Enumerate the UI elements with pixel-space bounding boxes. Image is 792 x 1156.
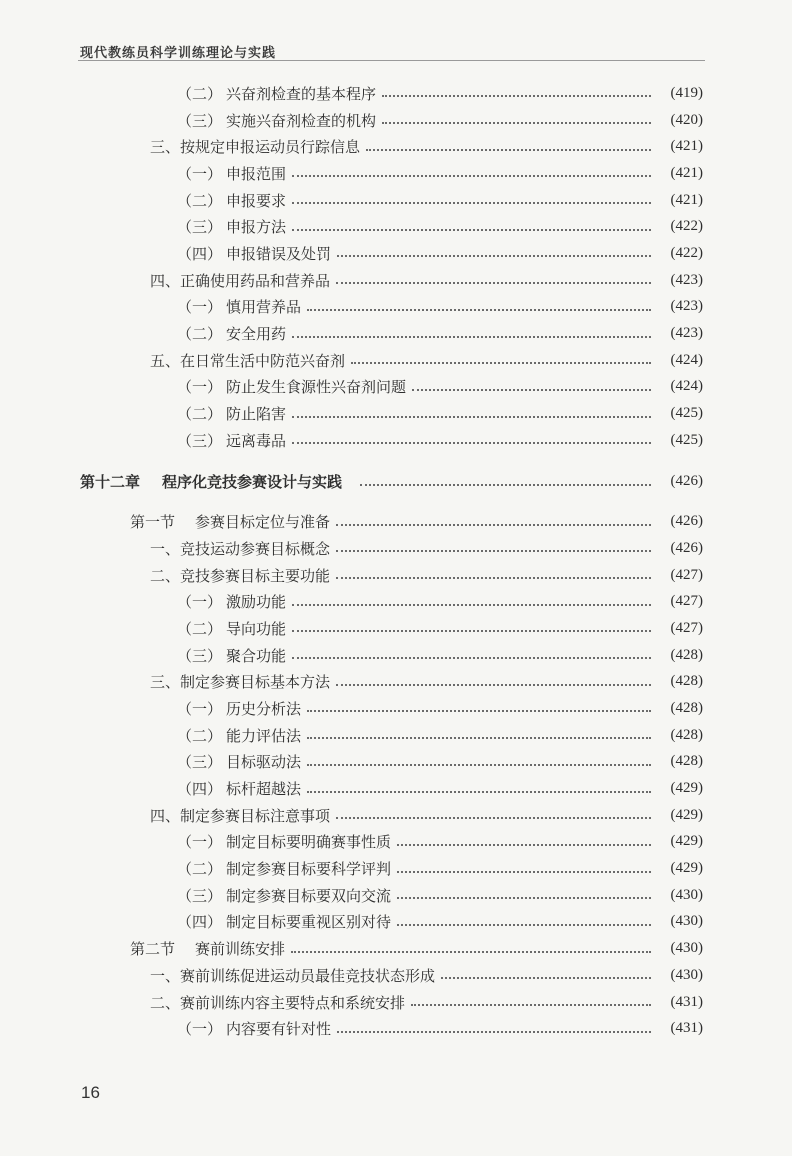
toc-entry-marker: （二） [177, 86, 223, 103]
toc-entry-marker: 三、 [150, 140, 181, 157]
leader-dots [360, 484, 651, 486]
toc-entry [80, 320, 703, 347]
header-rule [78, 60, 705, 61]
leader-dots [292, 229, 651, 231]
toc-entry-page: (430) [670, 886, 703, 903]
leader-dots [292, 202, 651, 204]
toc-entry-page: (429) [670, 833, 703, 850]
toc-entry-page: (428) [670, 673, 703, 690]
toc-entry-title: 申报方法 [226, 220, 287, 237]
toc-entry-page: (419) [670, 84, 703, 101]
toc-entry-page: (428) [670, 726, 703, 743]
toc-entry-page: (430) [670, 940, 703, 957]
toc-entry [80, 989, 703, 1016]
toc-entry [80, 802, 703, 829]
toc-section [80, 935, 703, 962]
toc-entry-page: (426) [670, 473, 703, 490]
toc-entry-marker: （三） [177, 433, 223, 450]
toc-entry-title: 程序化竞技参赛设计与实践 [162, 474, 343, 492]
toc-entry-marker: （一） [177, 166, 223, 183]
toc-entry-page: (427) [670, 619, 703, 636]
toc-entry-marker: （四） [177, 782, 223, 799]
leader-dots [397, 844, 651, 846]
toc-entry-page: (428) [670, 646, 703, 663]
running-head-title: 现代教练员科学训练理论与实践 [80, 45, 277, 60]
toc-entry-marker: （二） [177, 862, 223, 879]
leader-dots [292, 416, 651, 418]
toc-entry-marker: （一） [177, 595, 223, 612]
leader-dots [411, 1004, 651, 1006]
leader-dots [397, 871, 651, 873]
toc-entry-title: 制定参赛目标要双向交流 [226, 888, 392, 905]
toc-entry [80, 187, 703, 214]
toc-entry-marker: 三、 [150, 675, 181, 692]
toc-entry-page: (429) [670, 860, 703, 877]
toc-entry-title: 安全用药 [226, 327, 287, 344]
toc-entry [80, 855, 703, 882]
toc-entry-title: 制定目标要明确赛事性质 [226, 835, 392, 852]
toc-entry-marker: 四、 [150, 273, 181, 290]
toc-entry [80, 1015, 703, 1042]
leader-dots [292, 175, 651, 177]
toc-entry [80, 775, 703, 802]
toc-entry [80, 909, 703, 936]
toc-entry-page: (422) [670, 244, 703, 261]
leader-dots [337, 1031, 651, 1033]
toc-entry-title: 导向功能 [226, 621, 287, 638]
toc-entry-page: (426) [670, 539, 703, 556]
leader-dots [291, 951, 651, 953]
toc-entry-page: (421) [670, 164, 703, 181]
leader-dots [292, 336, 651, 338]
toc-entry [80, 749, 703, 776]
toc-entry-title: 竞技运动参赛目标概念 [180, 541, 331, 558]
toc-entry-marker: 第十二章 [80, 474, 141, 492]
leader-dots [336, 524, 651, 526]
toc-entry-page: (429) [670, 780, 703, 797]
toc-entry [80, 427, 703, 454]
toc-entry-title: 能力评估法 [226, 728, 302, 745]
toc-entry-page: (430) [670, 913, 703, 930]
leader-dots [397, 924, 651, 926]
toc-entry-title: 实施兴奋剂检查的机构 [226, 113, 377, 130]
toc-entry [80, 160, 703, 187]
toc-entry-page: (422) [670, 218, 703, 235]
toc-entry [80, 400, 703, 427]
toc-entry-title: 按规定申报运动员行踪信息 [180, 140, 361, 157]
toc-entry-title: 聚合功能 [226, 648, 287, 665]
toc-entry-marker: 第二节 [130, 942, 176, 959]
toc-entry [80, 588, 703, 615]
toc-entry [80, 294, 703, 321]
toc-entry-page: (420) [670, 111, 703, 128]
toc-entry-title: 慎用营养品 [226, 300, 302, 317]
toc-entry-title: 远离毒品 [226, 433, 287, 450]
toc-entry-page: (429) [670, 806, 703, 823]
toc-entry-title: 制定参赛目标基本方法 [180, 675, 331, 692]
toc-entry-title: 制定参赛目标注意事项 [180, 808, 331, 825]
toc-entry-title: 历史分析法 [226, 701, 302, 718]
leader-dots [382, 122, 651, 124]
toc-entry [80, 615, 703, 642]
toc-entry [80, 695, 703, 722]
leader-dots [292, 604, 651, 606]
toc-entry-marker: （二） [177, 193, 223, 210]
toc-entry-page: (424) [670, 351, 703, 368]
toc-entry-title: 防止发生食源性兴奋剂问题 [226, 380, 407, 397]
toc-entry-title: 赛前训练内容主要特点和系统安排 [180, 995, 406, 1012]
toc-entry-page: (426) [670, 513, 703, 530]
toc-entry-page: (427) [670, 566, 703, 583]
leader-dots [292, 442, 651, 444]
toc-entry-marker: （四） [177, 246, 223, 263]
leader-dots [336, 550, 651, 552]
toc-entry-title: 制定参赛目标要科学评判 [226, 862, 392, 879]
toc-entry-marker: 二、 [150, 568, 181, 585]
leader-dots [336, 817, 651, 819]
leader-dots [307, 737, 651, 739]
toc-entry-page: (421) [670, 138, 703, 155]
leader-dots [292, 657, 651, 659]
leader-dots [397, 897, 651, 899]
leader-dots [412, 389, 651, 391]
toc-entry-page: (425) [670, 431, 703, 448]
toc-entry-page: (430) [670, 966, 703, 983]
leader-dots [366, 149, 651, 151]
toc-entry-marker: 二、 [150, 995, 181, 1012]
toc-entry [80, 722, 703, 749]
toc-entry [80, 107, 703, 134]
leader-dots [307, 309, 651, 311]
toc-entry-marker: （一） [177, 1022, 223, 1039]
leader-dots [336, 684, 651, 686]
toc-entry [80, 882, 703, 909]
toc-entry [80, 829, 703, 856]
toc-entry-title: 参赛目标定位与准备 [195, 515, 331, 532]
toc-entry-marker: （二） [177, 621, 223, 638]
toc-section [80, 508, 703, 535]
leader-dots [307, 764, 651, 766]
toc-entry-marker: 一、 [150, 541, 181, 558]
toc-entry-title: 兴奋剂检查的基本程序 [226, 86, 377, 103]
toc-entry-page: (423) [670, 298, 703, 315]
toc-entry [80, 133, 703, 160]
toc-entry-title: 竞技参赛目标主要功能 [180, 568, 331, 585]
leader-dots [441, 977, 651, 979]
leader-dots [351, 362, 651, 364]
page-number: 16 [81, 1083, 100, 1102]
toc-entry-marker: （一） [177, 300, 223, 317]
toc-entry [80, 80, 703, 107]
leader-dots [336, 577, 651, 579]
toc-entry-title: 防止陷害 [226, 407, 287, 424]
toc-entry-page: (425) [670, 405, 703, 422]
toc-entry [80, 962, 703, 989]
toc-entry [80, 347, 703, 374]
leader-dots [382, 95, 651, 97]
toc-entry-title: 目标驱动法 [226, 755, 302, 772]
toc-entry-page: (423) [670, 271, 703, 288]
toc-entry [80, 562, 703, 589]
toc-entry-marker: （四） [177, 915, 223, 932]
toc-entry-marker: （一） [177, 835, 223, 852]
toc-entry-marker: （一） [177, 380, 223, 397]
toc-entry-marker: （三） [177, 888, 223, 905]
toc-entry-marker: 一、 [150, 968, 181, 985]
toc-entry-title: 制定目标要重视区别对待 [226, 915, 392, 932]
toc-entry-title: 激励功能 [226, 595, 287, 612]
toc-entry-title: 申报要求 [226, 193, 287, 210]
toc-entry [80, 642, 703, 669]
toc-entry-marker: 四、 [150, 808, 181, 825]
leader-dots [336, 282, 651, 284]
toc-entry-marker: （三） [177, 220, 223, 237]
toc-chapter [80, 469, 703, 496]
toc-entry-title: 申报范围 [226, 166, 287, 183]
toc-entry [80, 535, 703, 562]
table-of-contents [80, 80, 703, 1042]
toc-entry-title: 标杆超越法 [226, 782, 302, 799]
toc-entry [80, 240, 703, 267]
toc-entry-title: 内容要有针对性 [226, 1022, 332, 1039]
toc-entry-marker: （三） [177, 648, 223, 665]
toc-entry-page: (428) [670, 753, 703, 770]
leader-dots [307, 791, 651, 793]
toc-entry-title: 赛前训练安排 [195, 942, 286, 959]
toc-entry-page: (423) [670, 325, 703, 342]
toc-entry-marker: （一） [177, 701, 223, 718]
toc-entry-marker: 五、 [150, 353, 181, 370]
toc-entry [80, 374, 703, 401]
toc-entry [80, 213, 703, 240]
toc-entry-page: (431) [670, 1020, 703, 1037]
toc-entry-marker: （三） [177, 113, 223, 130]
toc-entry-marker: 第一节 [130, 515, 176, 532]
leader-dots [307, 710, 651, 712]
toc-entry-title: 赛前训练促进运动员最佳竞技状态形成 [180, 968, 436, 985]
leader-dots [337, 255, 651, 257]
toc-entry-title: 在日常生活中防范兴奋剂 [180, 353, 346, 370]
toc-entry-marker: （二） [177, 728, 223, 745]
toc-entry-page: (427) [670, 593, 703, 610]
toc-entry-page: (428) [670, 699, 703, 716]
toc-entry-title: 申报错误及处罚 [226, 246, 332, 263]
toc-entry-page: (421) [670, 191, 703, 208]
toc-entry-marker: （二） [177, 407, 223, 424]
toc-entry-marker: （三） [177, 755, 223, 772]
toc-entry-title: 正确使用药品和营养品 [180, 273, 331, 290]
leader-dots [292, 630, 651, 632]
toc-entry-page: (431) [670, 993, 703, 1010]
toc-entry [80, 668, 703, 695]
toc-entry-page: (424) [670, 378, 703, 395]
toc-entry-marker: （二） [177, 327, 223, 344]
toc-entry [80, 267, 703, 294]
